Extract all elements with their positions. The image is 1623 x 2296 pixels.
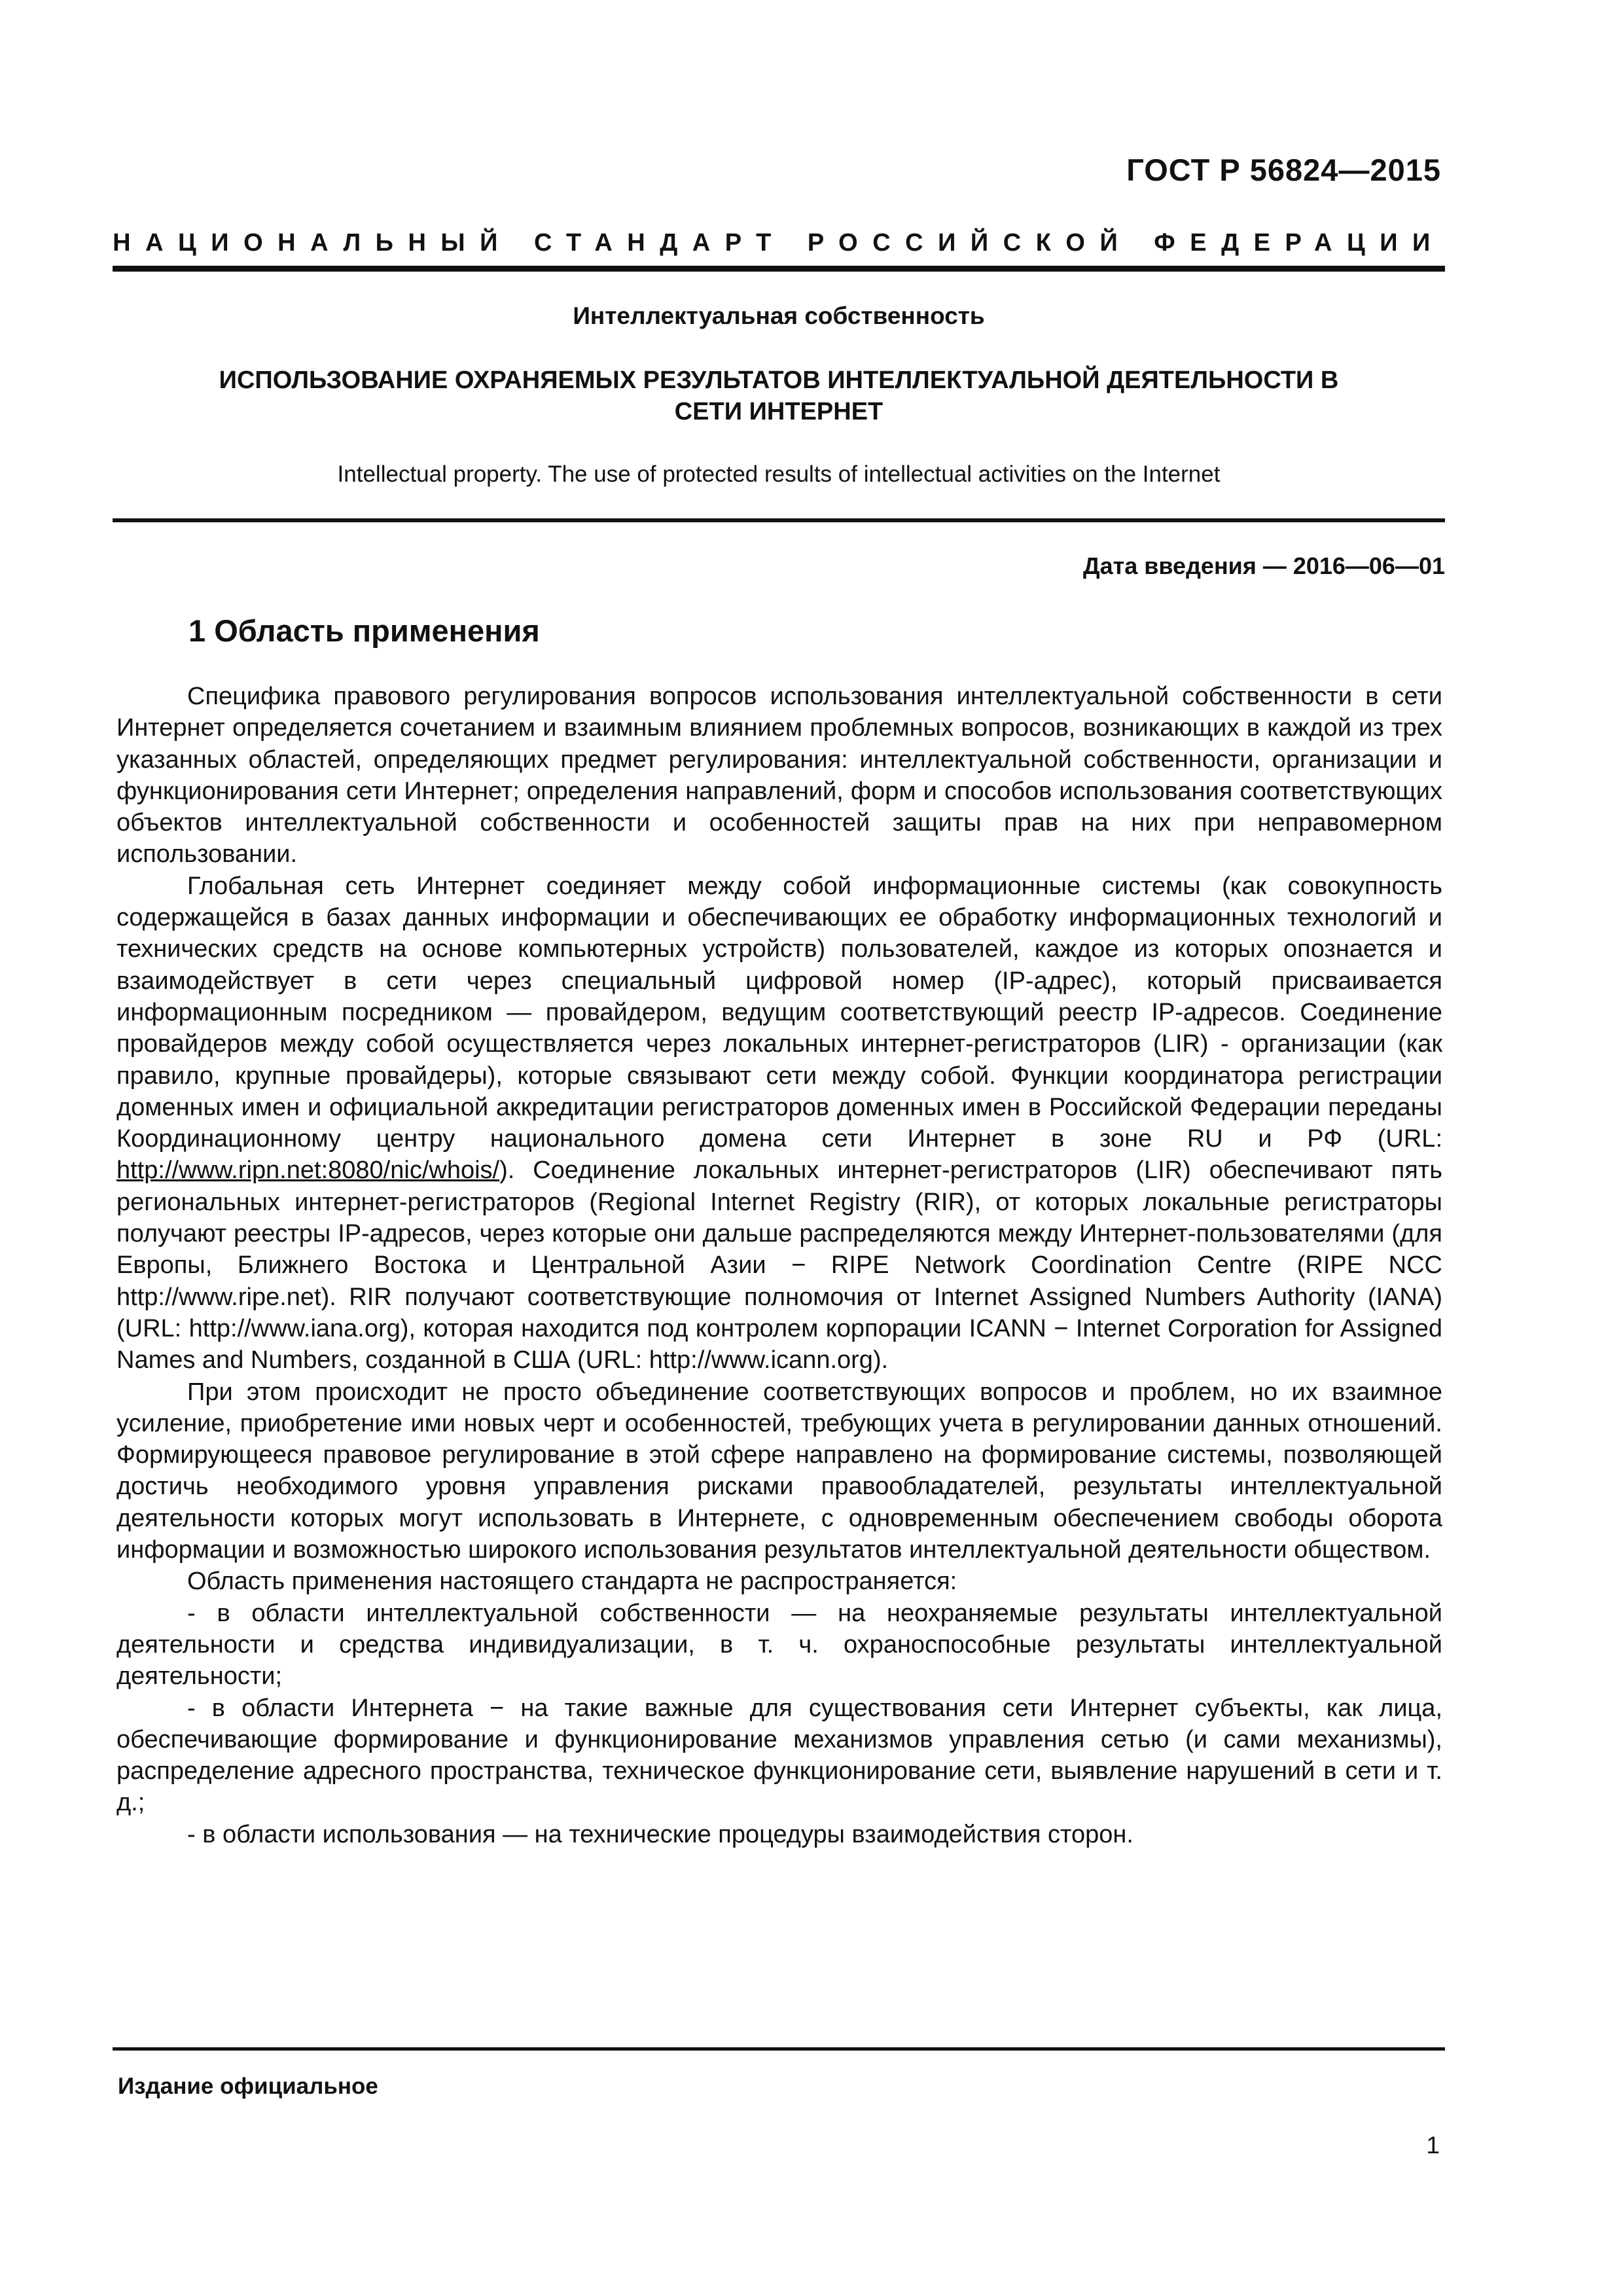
- list-item: - в области интеллектуальной собственности — на неохраняемые результаты интеллектуальной деятельности и средства индивидуализации, в т. ч. охраноспособные результаты интеллектуальной деятельности;: [116, 1599, 1442, 1691]
- english-title: Intellectual property. The use of protected results of intellectual activities on the Internet: [337, 461, 1221, 487]
- list-item: - в области Интернета − на такие важные для существования сети Интернет субъекты, как лица, обеспечивающие формирование и функционирование механизмов управления сетью (и сами механизмы), распределение адресного пространства, техническое функционирование сети, выявление нарушений в сети и т. д.;: [116, 1694, 1442, 1817]
- document-subject: Интеллектуальная собственность: [573, 302, 985, 329]
- paragraph-3: При этом происходит не просто объединение соответствующих вопросов и проблем, но их взаимное усиление, приобретение ими новых черт и особенностей, требующих учета в регулировании данных отношений. Формирующееся правовое регулирование в этой сфере направлено на формирование системы, позволяющей достичь необходимого уровня управления рисками правообладателей, результаты интеллектуальной деятельности которых могут использовать в Интернете, с одновременным обеспечением свободы оборота информации и возможностью широкого использования результатов интеллектуальной деятельности обществом.: [116, 1378, 1442, 1564]
- document-title-line-1: ИСПОЛЬЗОВАНИЕ ОХРАНЯЕМЫХ РЕЗУЛЬТАТОВ ИНТЕЛЛЕКТУАЛЬНОЙ ДЕЯТЕЛЬНОСТИ В: [219, 367, 1339, 394]
- paragraph-1: Специфика правового регулирования вопросов использования интеллектуальной собственности в сети Интернет определяется сочетанием и взаимным влиянием проблемных вопросов, возникающих в каждой из трех указанных областей, определяющих предмет регулирования: интеллектуальной собственности, организации и функционирования сети Интернет; определения направлений, форм и способов использования соответствующих объектов интеллектуальной собственности и особенностей защиты прав на них при неправомерном использовании.: [116, 683, 1442, 869]
- national-standard-banner: НАЦИОНАЛЬНЫЙ СТАНДАРТ РОССИЙСКОЙ ФЕДЕРАЦИИ: [113, 229, 1445, 257]
- document-title-line-2: СЕТИ ИНТЕРНЕТ: [674, 398, 883, 425]
- paragraph-2: [116, 870, 1442, 1376]
- paragraph-2-part-1: Глобальная сеть Интернет соединяет между собой информационные системы (как совокупность содержащейся в базах данных информации и обеспечивающих ее обработку информационных технологий и технических средств на основе компьютерных устройств) пользователей, каждое из которых опознается и взаимодействует в сети через специальный цифровой номер (IP-адрес), который присваивается информационным посредником — провайдером, ведущим соответствующий реестр IP-адресов. Соединение провайдеров между собой осуществляется через локальных интернет-регистраторов (LIR) - организации (как правило, крупные провайдеры), которые связывают сети между собой. Функции координатора регистрации доменных имен и официальной аккредитации регистраторов доменных имен в Российской Федерации переданы Координационному центру национального домена сети Интернет в зоне RU и РФ (URL:: [116, 872, 1442, 1153]
- section-heading: 1 Область применения: [188, 613, 540, 648]
- document-title: [113, 365, 1445, 427]
- ripn-whois-link[interactable]: http://www.ripn.net:8080/nic/whois/: [116, 1157, 500, 1185]
- list-item: - в области использования — на технические процедуры взаимодействия сторон.: [187, 1820, 1133, 1848]
- top-divider: [113, 266, 1445, 272]
- title-divider: [113, 518, 1445, 522]
- paragraph-2-part-2: ). Соединение локальных интернет-регистраторов (LIR) обеспечивают пять региональных интернет-регистраторов (Regional Internet Registry (RIR), от которых локальные регистраторы получают реестры IP-адресов, через которые они дальше распределяются между Интернет-пользователями (для Европы, Ближнего Востока и Центральной Азии − RIPE Network Coordination Centre (RIPE NCC http://www.ripe.net). RIR получают соответствующие полномочия от Internet Assigned Numbers Authority (IANA) (URL: http://www.iana.org), которая находится под контролем корпорации ICANN − Internet Corporation for Assigned Names and Numbers, созданной в США (URL: http://www.icann.org).: [116, 1157, 1442, 1374]
- gost-number: ГОСТ Р 56824—2015: [1126, 152, 1441, 187]
- introduction-date: Дата введения — 2016—06—01: [1082, 552, 1445, 579]
- footer-divider: [113, 2047, 1445, 2051]
- section-body: [116, 681, 1442, 1850]
- paragraph-4: Область применения настоящего стандарта не распространяется:: [187, 1568, 957, 1596]
- official-edition-label: Издание официальное: [118, 2073, 378, 2099]
- page-number: 1: [1426, 2132, 1440, 2159]
